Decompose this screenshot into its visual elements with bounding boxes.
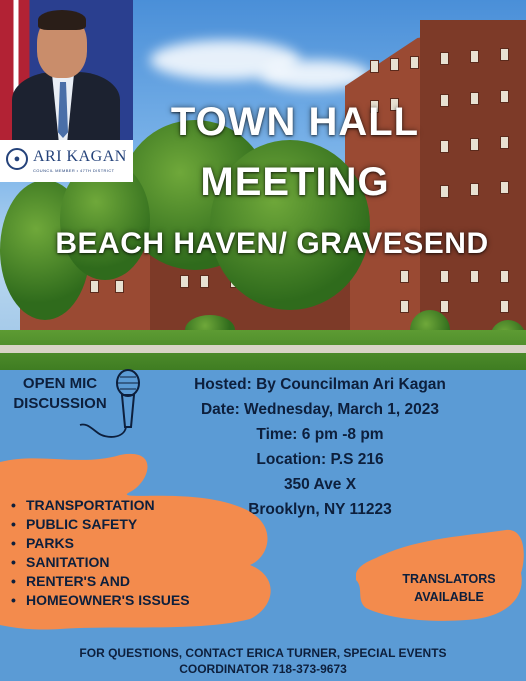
translators-note — [390, 570, 508, 606]
headline-town-hall: TOWN HALL — [170, 100, 420, 144]
translators-line2: AVAILABLE — [414, 590, 484, 604]
microphone-icon — [76, 365, 156, 447]
topic-item: • RENTER'S AND — [8, 572, 190, 591]
translators-line1: TRANSLATORS — [402, 572, 496, 586]
event-address-street: 350 Ave X — [283, 476, 357, 493]
topic-item: • SANITATION — [8, 553, 190, 572]
topic-item: • PUBLIC SAFETY — [8, 515, 190, 534]
topic-item: • TRANSPORTATION — [8, 496, 190, 515]
city-seal-icon: ● — [6, 148, 28, 170]
topic-item-continued: • HOMEOWNER'S ISSUES — [8, 591, 190, 610]
portrait-photo — [0, 0, 133, 140]
event-location: Location: P.S 216 — [256, 451, 384, 468]
headline-meeting: MEETING — [200, 160, 390, 204]
topics-list — [8, 496, 190, 610]
topic-item: • PARKS — [8, 534, 190, 553]
contact-line1: FOR QUESTIONS, CONTACT ERICA TURNER, SPECIAL EVENTS — [79, 646, 447, 660]
councilman-portrait — [0, 0, 133, 182]
headline-neighborhood: BEACH HAVEN/ GRAVESEND — [55, 227, 489, 260]
contact-info — [30, 645, 496, 677]
event-time: Time: 6 pm -8 pm — [256, 426, 384, 443]
event-host: Hosted: By Councilman Ari Kagan — [194, 376, 446, 393]
open-mic-line1: OPEN MIC — [22, 375, 98, 392]
open-mic-line2: DISCUSSION — [13, 395, 107, 412]
event-date: Date: Wednesday, March 1, 2023 — [200, 401, 440, 418]
contact-line2: COORDINATOR 718-373-9673 — [179, 662, 347, 676]
councilman-tagline: COUNCIL MEMBER • 47TH DISTRICT — [33, 168, 115, 173]
councilman-name: ARI KAGAN — [33, 148, 127, 165]
event-address-city: Brooklyn, NY 11223 — [248, 501, 392, 518]
